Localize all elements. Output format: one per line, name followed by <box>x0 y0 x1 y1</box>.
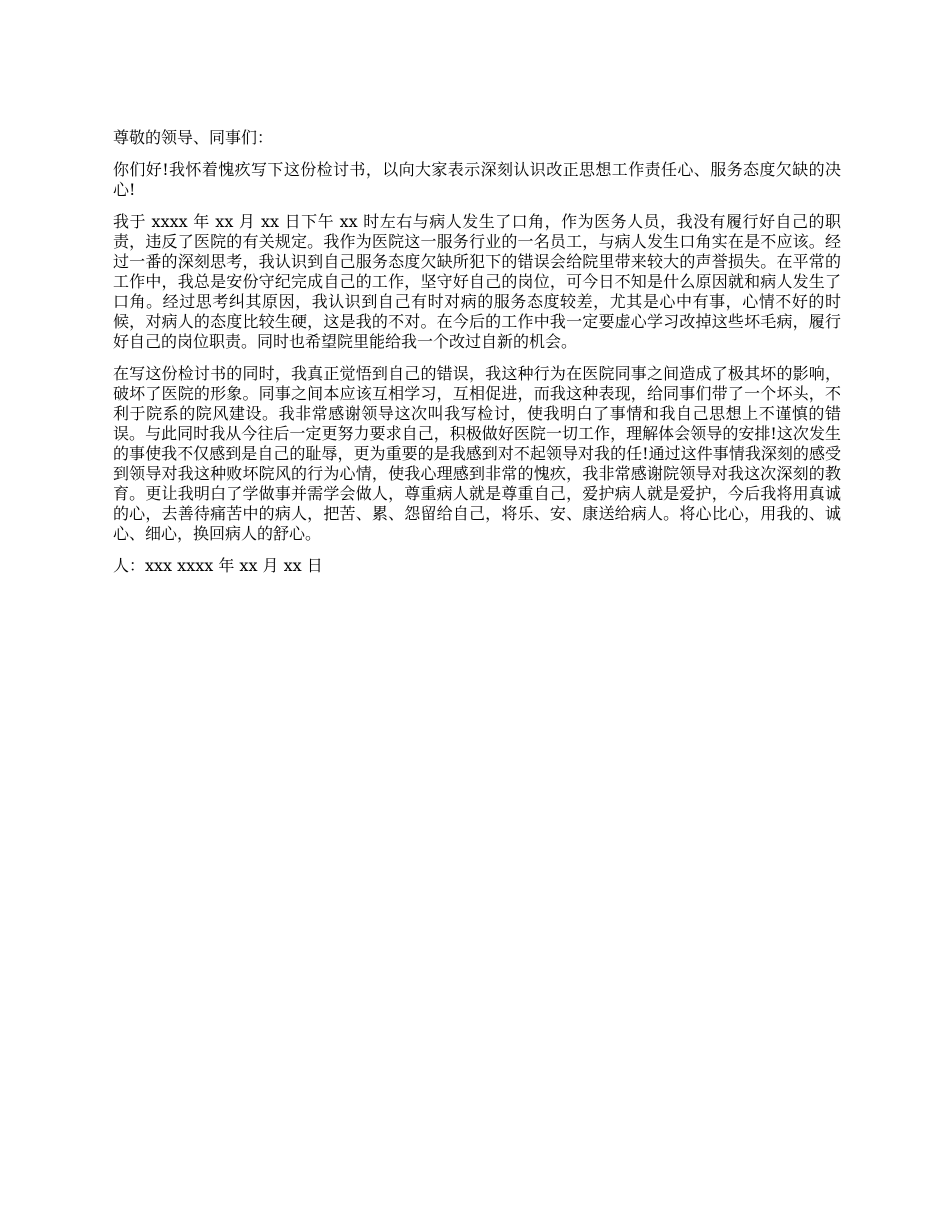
paragraph-reflection: 在写这份检讨书的同时，我真正觉悟到自己的错误，我这种行为在医院同事之间造成了极其坏的影响，破坏了医院的形象。同事之间本应该互相学习，互相促进，而我这种表现，给同事们带了一个坏头，不利于院系的院风建设。我非常感谢领导这次叫我写检讨，使我明白了事情和我自己思想上不谨慎的错误。与此同时我从今往后一定更努力要求自己，积极做好医院一切工作，理解体会领导的安排!这次发生的事使我不仅感到是自己的耻辱，更为重要的是我感到对不起领导对我的任!通过这件事情我深刻的感受到领导对我这种败坏院风的行为心情，使我心理感到非常的愧疚，我非常感谢院领导对我这次深刻的教育。更让我明白了学做事并需学会做人，尊重病人就是尊重自己，爱护病人就是爱护，今后我将用真诚的心，去善待痛苦中的病人，把苦、累、怨留给自己，将乐、安、康送给病人。将心比心，用我的、诚心、细心，换回病人的舒心。 <box>113 364 841 543</box>
paragraph-opening: 你们好!我怀着愧疚写下这份检讨书，以向大家表示深刻认识改正思想工作责任心、服务态度欠缺的决心! <box>113 160 841 199</box>
salutation: 尊敬的领导、同事们： <box>113 128 274 147</box>
document-body <box>113 128 841 588</box>
paragraph-incident: 我于 xxxx 年 xx 月 xx 日下午 xx 时左右与病人发生了口角，作为医务人员，我没有履行好自己的职责，违反了医院的有关规定。我作为医院这一服务行业的一名员工，与病人发生口角实在是不应该。经过一番的深刻思考，我认识到自己服务态度欠缺所犯下的错误会给院里带来较大的声誉损失。在平常的工作中，我总是安份守纪完成自己的工作，坚守好自己的岗位，可今日不知是什么原因就和病人发生了口角。经过思考纠其原因，我认识到自己有时对病的服务态度较差，尤其是心中有事，心情不好的时候，对病人的态度比较生硬，这是我的不对。在今后的工作中我一定要虚心学习改掉这些坏毛病，履行好自己的岗位职责。同时也希望院里能给我一个改过自新的机会。 <box>113 212 841 351</box>
signature-line: 人：xxx xxxx 年 xx 月 xx 日 <box>113 556 323 575</box>
